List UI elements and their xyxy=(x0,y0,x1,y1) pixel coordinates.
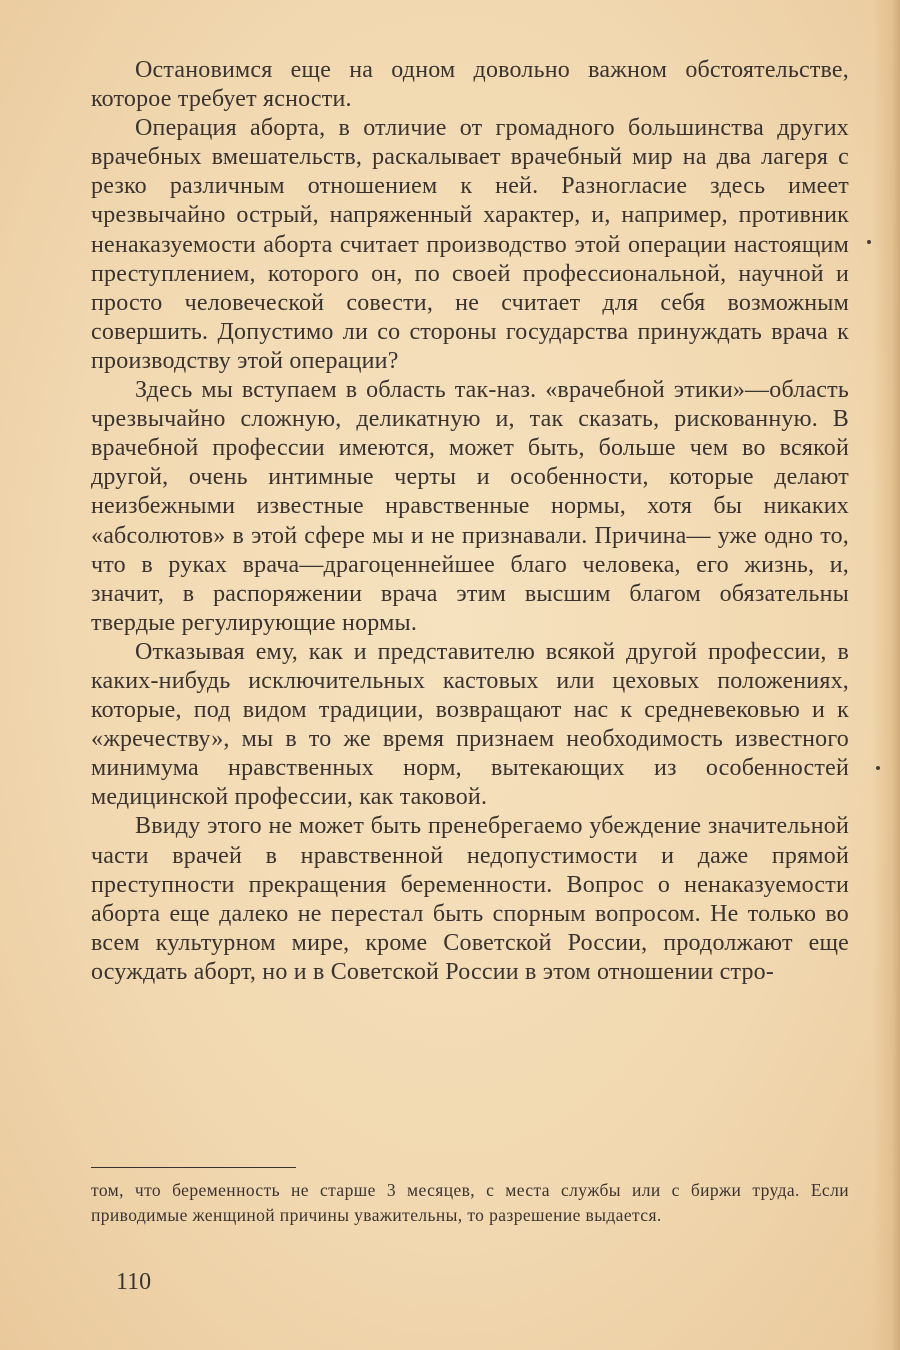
main-text xyxy=(91,56,849,987)
footnote-divider xyxy=(91,1167,296,1168)
paragraph: Остановимся еще на одном довольно важном обстоятельстве, которое требует ясности. xyxy=(91,57,849,113)
page-edge-shadow xyxy=(872,0,900,1350)
print-speck xyxy=(867,240,871,244)
paragraph: Здесь мы вступаем в область так-наз. «врачебной этики»—область чрезвычайно сложную, деликатную и, так сказать, рискованную. В врачебной профессии имеются, может быть, больше чем во всякой другой, очень интимные черты и особенности, которые делают неизбежными известные нравственные нормы, хотя бы никаких «абсолютов» в этой сфере мы и не признавали. Причина— уже одно то, что в руках врача—драгоценнейшее благо человека, его жизнь, и, значит, в распоряжении врача этим высшим благом обязательны твердые регулирующие нормы. xyxy=(91,377,849,636)
paragraph: Ввиду этого не может быть пренебрегаемо убеждение значительной части врачей в нравственной недопустимости и даже прямой преступности прекращения беременности. Вопрос о ненаказуемости аборта еще далеко не перестал быть спорным вопросом. Не только во всем культурном мире, кроме Советской России, продолжают еще осуждать аборт, но и в Советской России в этом отношении стро- xyxy=(91,813,849,985)
print-speck xyxy=(876,766,880,770)
footnote: том, что беременность не старше 3 месяцев, с места службы или с биржи труда. Если приводимые женщиной причины уважительны, то разрешение выдается. xyxy=(91,1180,849,1225)
page-number: 110 xyxy=(116,1269,152,1295)
paragraph: Отказывая ему, как и представителю всякой другой профессии, в каких-нибудь исключительных кастовых или цеховых положениях, которые, под видом традиции, возвращают нас к средневековью и к «жречеству», мы в то же время признаем необходимость известного минимума нравственных норм, вытекающих из особенностей медицинской профессии, как таковой. xyxy=(91,638,849,811)
paragraph: Операция аборта, в отличие от громадного большинства других врачебных вмешательств, раскалывает врачебный мир на два лагеря с резко различным отношением к ней. Разногласие здесь имеет чрезвычайно острый, напряженный характер, и, например, противник ненаказуемости аборта считает производство этой операции настоящим преступлением, которого он, по своей профессиональной, научной и просто человеческой совести, не считает для себя возможным совершить. Допустимо ли со стороны государства принуждать врача к производству этой операции? xyxy=(91,115,849,374)
